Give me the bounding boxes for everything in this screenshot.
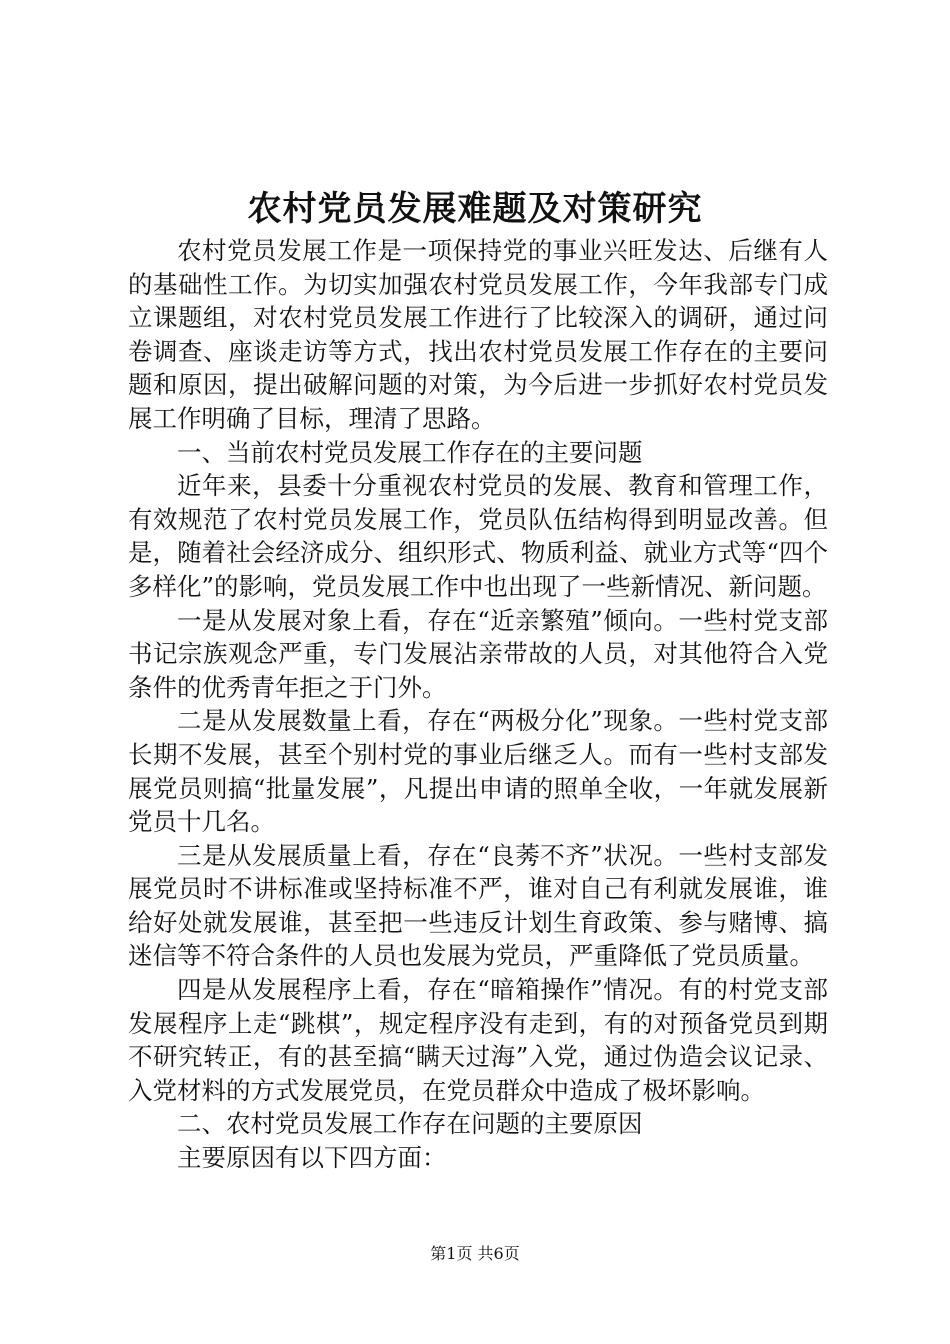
page-indicator: 第1页 共6页 bbox=[430, 1244, 520, 1263]
section-heading-1: 一、当前农村党员发展工作存在的主要问题 bbox=[177, 437, 643, 467]
paragraph-problem-3: 三是从发展质量上看，存在“良莠不齐”状况。一些村支部发展党员时不讲标准或坚持标准不严，谁对自己有利就发展谁，谁给好处就发展谁，甚至把一些违反计划生育政策、参与赌博、搞迷信等不符合条件的人员也发展为党员，严重降低了党员质量。 bbox=[128, 840, 828, 971]
section-heading-2: 二、农村党员发展工作存在问题的主要原因 bbox=[177, 1109, 643, 1139]
paragraph-problem-4: 四是从发展程序上看，存在“暗箱操作”情况。有的村党支部发展程序上走“跳棋”，规定程序没有走到，有的对预备党员到期不研究转正，有的甚至搞“瞒天过海”入党，通过伪造会议记录、入党材料的方式发展党员，在党员群众中造成了极坏影响。 bbox=[128, 975, 828, 1105]
paragraph-causes-intro: 主要原因有以下四方面： bbox=[177, 1143, 447, 1173]
paragraph-problem-1: 一是从发展对象上看，存在“近亲繁殖”倾向。一些村党支部书记宗族观念严重，专门发展沾亲带故的人员，对其他符合入党条件的优秀青年拒之于门外。 bbox=[128, 605, 828, 702]
document-title: 农村党员发展难题及对策研究 bbox=[247, 189, 703, 229]
document-body bbox=[128, 234, 828, 1175]
paragraph-intro: 农村党员发展工作是一项保持党的事业兴旺发达、后继有人的基础性工作。为切实加强农村党员发展工作，今年我部专门成立课题组，对农村党员发展工作进行了比较深入的调研，通过问卷调查、座谈走访等方式，找出农村党员发展工作存在的主要问题和原因，提出破解问题的对策，为今后进一步抓好农村党员发展工作明确了目标，理清了思路。 bbox=[128, 236, 828, 433]
paragraph-overview: 近年来，县委十分重视农村党员的发展、教育和管理工作，有效规范了农村党员发展工作，党员队伍结构得到明显改善。但是，随着社会经济成分、组织形式、物质利益、就业方式等“四个多样化”的影响，党员发展工作中也出现了一些新情况、新问题。 bbox=[128, 471, 828, 601]
paragraph-problem-2: 二是从发展数量上看，存在“两极分化”现象。一些村党支部长期不发展，甚至个别村党的事业后继乏人。而有一些村支部发展党员则搞“批量发展”，凡提出申请的照单全收，一年就发展新党员十几名。 bbox=[128, 706, 828, 837]
